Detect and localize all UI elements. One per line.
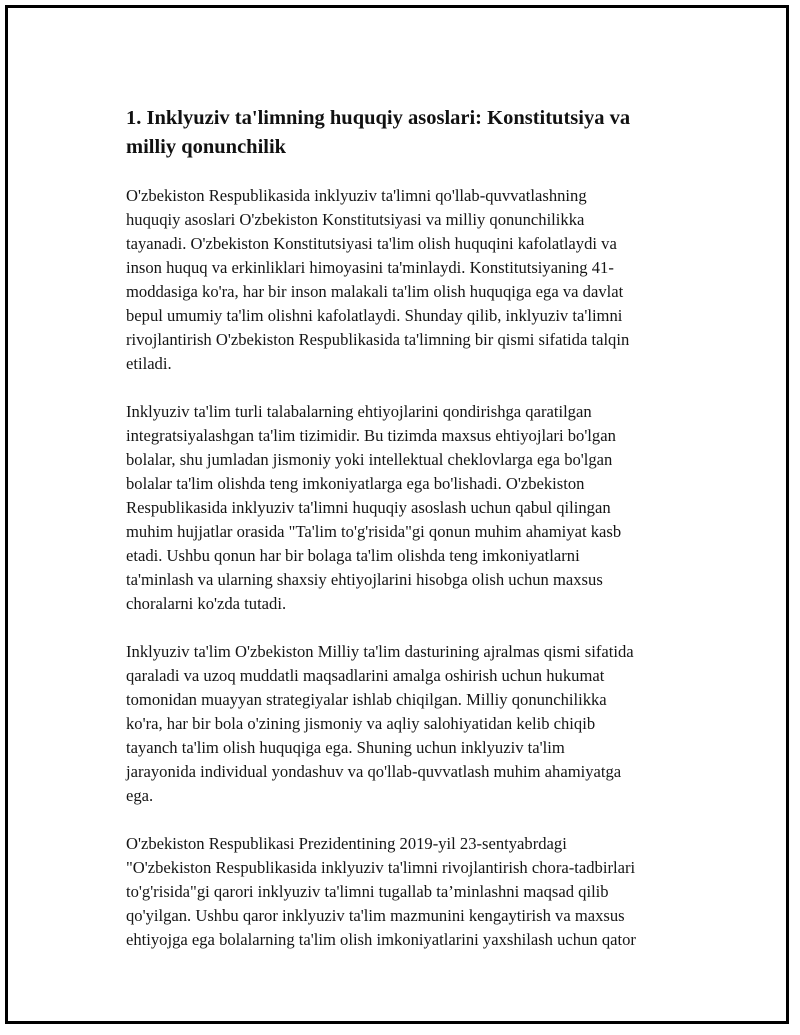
text-line: ega. [126, 786, 154, 805]
text-line: O'zbekiston Respublikasida inklyuziv ta'limni qo'llab-quvvatlashning [126, 186, 587, 205]
text-line: tayanadi. O'zbekiston Konstitutsiyasi ta'lim olish huquqini kafolatlaydi va [126, 234, 617, 253]
paragraph-4 [126, 832, 698, 952]
text-line: Respublikasida inklyuziv ta'limni huquqiy asoslash uchun qabul qilingan [126, 498, 611, 517]
text-line: moddasiga ko'ra, har bir inson malakali ta'lim olish huquqiga ega va davlat [126, 282, 624, 301]
text-line: etiladi. [126, 354, 172, 373]
text-line: qaraladi va uzoq muddatli maqsadlarini amalga oshirish uchun hukumat [126, 666, 605, 685]
text-line: to'g'risida"gi qarori inklyuziv ta'limni tugallab ta’minlashni maqsad qilib [126, 882, 609, 901]
text-line: ta'minlash va ularning shaxsiy ehtiyojlarini hisobga olish uchun maxsus [126, 570, 603, 589]
text-line: ko'ra, har bir bola o'zining jismoniy va aqliy salohiyatidan kelib chiqib [126, 714, 596, 733]
text-line: muhim hujjatlar orasida "Ta'lim to'g'risida"gi qonun muhim ahamiyat kasb [126, 522, 622, 541]
text-line: bolalar, shu jumladan jismoniy yoki intellektual cheklovlarga ega bo'lgan [126, 450, 613, 469]
text-line: huquqiy asoslari O'zbekiston Konstitutsiyasi va milliy qonunchilikka [126, 210, 585, 229]
text-line: tayanch ta'lim olish huquqiga ega. Shuning uchun inklyuziv ta'lim [126, 738, 565, 757]
paragraph-2 [126, 400, 698, 616]
text-line: qo'yilgan. Ushbu qaror inklyuziv ta'lim mazmunini kengaytirish va maxsus [126, 906, 625, 925]
document-body [126, 104, 698, 976]
text-line: Inklyuziv ta'lim O'zbekiston Milliy ta'lim dasturining ajralmas qismi sifatida [126, 642, 634, 661]
page-frame [5, 5, 789, 1024]
text-line: O'zbekiston Respublikasi Prezidentining 2019-yil 23-sentyabrdagi [126, 834, 567, 853]
text-line: etadi. Ushbu qonun har bir bolaga ta'lim olishda teng imkoniyatlarni [126, 546, 580, 565]
text-line: choralarni ko'zda tutadi. [126, 594, 287, 613]
text-line: inson huquq va erkinliklari himoyasini ta'minlaydi. Konstitutsiyaning 41- [126, 258, 614, 277]
paragraph-3 [126, 640, 698, 808]
section-heading [126, 104, 698, 162]
text-line: bolalar ta'lim olishda teng imkoniyatlarga ega bo'lishadi. O'zbekiston [126, 474, 585, 493]
heading-line: 1. Inklyuziv ta'limning huquqiy asoslari: Konstitutsiya va [126, 107, 631, 129]
text-line: ehtiyojga ega bolalarning ta'lim olish imkoniyatlarini yaxshilash uchun qator [126, 930, 636, 949]
paragraph-1 [126, 184, 698, 376]
heading-line: milliy qonunchilik [126, 136, 287, 158]
text-line: Inklyuziv ta'lim turli talabalarning ehtiyojlarini qondirishga qaratilgan [126, 402, 592, 421]
text-line: "O'zbekiston Respublikasida inklyuziv ta'limni rivojlantirish chora-tadbirlari [126, 858, 636, 877]
text-line: bepul umumiy ta'lim olishni kafolatlaydi. Shunday qilib, inklyuziv ta'limni [126, 306, 623, 325]
text-line: jarayonida individual yondashuv va qo'llab-quvvatlash muhim ahamiyatga [126, 762, 622, 781]
text-line: tomonidan muayyan strategiyalar ishlab chiqilgan. Milliy qonunchilikka [126, 690, 607, 709]
text-line: rivojlantirish O'zbekiston Respublikasida ta'limning bir qismi sifatida talqin [126, 330, 630, 349]
text-line: integratsiyalashgan ta'lim tizimidir. Bu tizimda maxsus ehtiyojlari bo'lgan [126, 426, 616, 445]
